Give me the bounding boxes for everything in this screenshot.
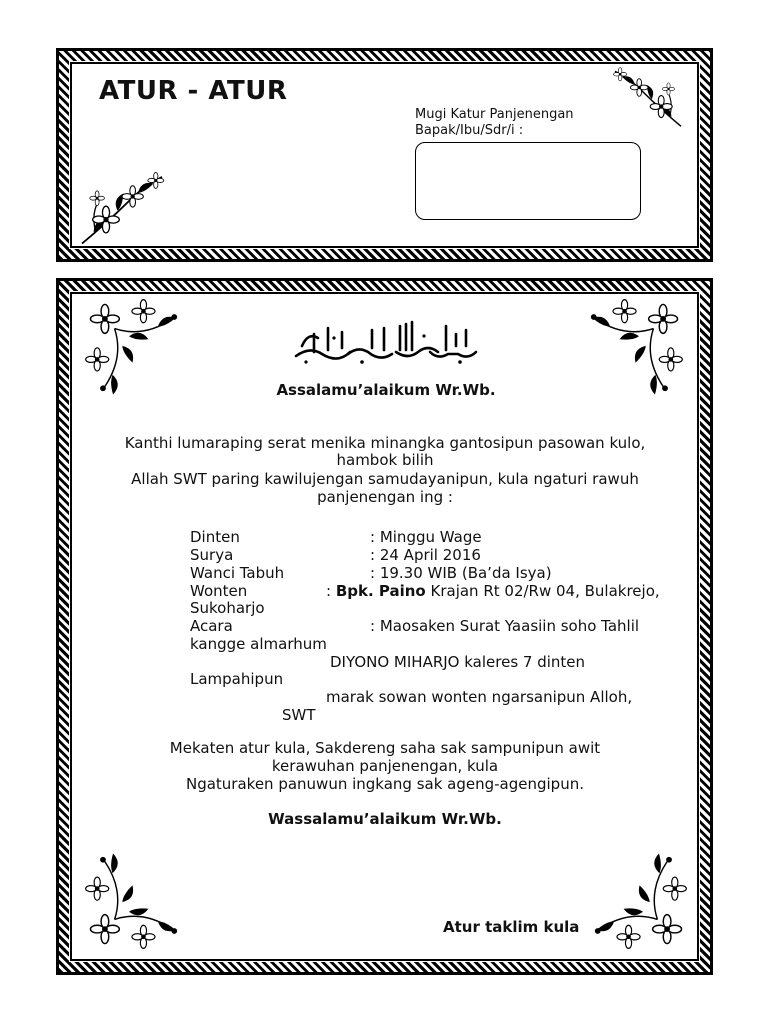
detail-value-acara-line5: marak sowan wonten ngarsanipun Alloh, — [326, 688, 633, 706]
paragraph-line: Mekaten atur kula, Sakdereng saha sak sampunipun awit — [169, 739, 601, 757]
detail-value-surya: : 24 April 2016 — [370, 546, 481, 564]
flower-ornament-icon — [598, 64, 698, 130]
bismillah-calligraphy-icon — [288, 316, 480, 368]
envelope-title: ATUR - ATUR — [99, 76, 288, 106]
wonten-address: Krajan Rt 02/Rw 04, Bulakrejo, — [425, 582, 660, 600]
detail-value-wonten — [326, 582, 660, 600]
detail-label-dinten: Dinten — [190, 528, 240, 546]
flower-corner-bottom-left-icon — [76, 852, 182, 958]
detail-value-acara-line6: SWT — [282, 706, 316, 724]
address-box — [415, 142, 641, 220]
detail-value-acara-line2: kangge almarhum — [190, 635, 327, 653]
signoff: Atur taklim kula — [443, 918, 580, 936]
paragraph-line: Allah SWT paring kawilujengan samudayanipun, kula ngaturi rawuh — [131, 470, 639, 488]
closing-salutation: Wassalamu’alaikum Wr.Wb. — [268, 810, 502, 828]
greeting: Assalamu’alaikum Wr.Wb. — [276, 381, 496, 399]
paragraph-line: panjenengan ing : — [317, 488, 453, 506]
detail-label-surya: Surya — [190, 546, 234, 564]
recipient-label-line1: Mugi Katur Panjenengan — [415, 107, 574, 122]
detail-value-wonten-line2: Sukoharjo — [190, 599, 265, 617]
recipient-label-line2: Bapak/Ibu/Sdr/i : — [415, 123, 524, 138]
wonten-colon: : — [326, 582, 336, 600]
detail-value-dinten: : Minggu Wage — [370, 528, 482, 546]
detail-value-wanci: : 19.30 WIB (Ba’da Isya) — [370, 564, 552, 582]
wonten-host-name: Bpk. Paino — [335, 582, 426, 600]
paragraph-line: hambok bilih — [336, 451, 434, 469]
detail-value-acara-line4: Lampahipun — [190, 670, 284, 688]
detail-value-acara: : Maosaken Surat Yaasiin soho Tahlil — [370, 617, 640, 635]
flower-ornament-icon — [74, 168, 170, 248]
flower-corner-bottom-right-icon — [590, 852, 696, 958]
detail-value-acara-line3: DIYONO MIHARJO kaleres 7 dinten — [330, 653, 586, 671]
detail-label-wanci: Wanci Tabuh — [190, 564, 285, 582]
paragraph-line: Ngaturaken panuwun ingkang sak ageng-agengipun. — [185, 775, 584, 793]
paragraph-line: Kanthi lumaraping serat menika minangka gantosipun pasowan kulo, — [124, 434, 646, 452]
detail-label-wonten: Wonten — [190, 582, 248, 600]
paragraph-line: kerawuhan panjenengan, kula — [271, 757, 499, 775]
detail-label-acara: Acara — [190, 617, 233, 635]
